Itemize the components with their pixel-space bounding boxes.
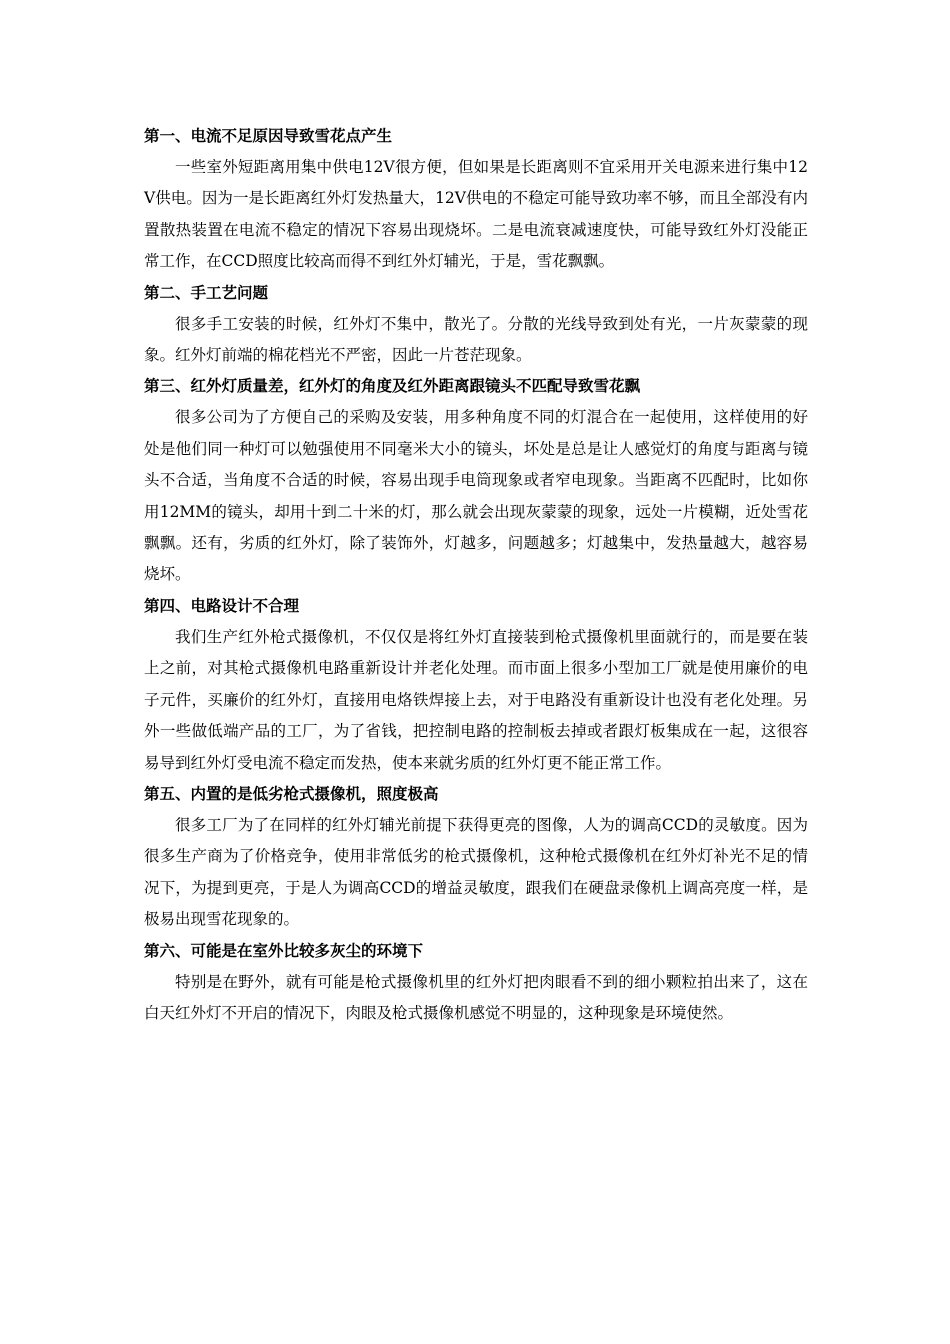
section-paragraph: 一些室外短距离用集中供电12V很方便，但如果是长距离则不宜采用开关电源来进行集中12V供电。因为一是长距离红外灯发热量大，12V供电的不稳定可能导致功率不够，而且全部没有内置散热装置在电流不稳定的情况下容易出现烧坏。二是电流衰减速度快，可能导致红外灯没能正常工作，在CCD照度比较高而得不到红外灯辅光，于是，雪花飘飘。 [144, 158, 808, 271]
section-paragraph: 我们生产红外枪式摄像机，不仅仅是将红外灯直接装到枪式摄像机里面就行的，而是要在装上之前，对其枪式摄像机电路重新设计并老化处理。而市面上很多小型加工厂就是使用廉价的电子元件，买廉价的红外灯，直接用电烙铁焊接上去，对于电路没有重新设计也没有老化处理。另外一些做低端产品的工厂，为了省钱，把控制电路的控制板去掉或者跟灯板集成在一起，这很容易导到红外灯受电流不稳定而发热，使本来就劣质的红外灯更不能正常工作。 [144, 627, 808, 772]
section-6 [144, 939, 808, 1030]
section-heading: 第一、电流不足原因导致雪花点产生 [144, 127, 393, 145]
section-heading: 第六、可能是在室外比较多灰尘的环境下 [144, 941, 424, 960]
section-3 [144, 374, 808, 590]
section-paragraph: 特别是在野外，就有可能是枪式摄像机里的红外灯把肉眼看不到的细小颗粒拍出来了，这在白天红外灯不开启的情况下，肉眼及枪式摄像机感觉不明显的，这种现象是环境使然。 [144, 972, 808, 1022]
document-page [144, 124, 808, 1029]
section-4 [144, 594, 808, 779]
section-heading: 第五、内置的是低劣枪式摄像机，照度极高 [144, 784, 439, 803]
section-paragraph: 很多手工安装的时候，红外灯不集中，散光了。分散的光线导致到处有光，一片灰蒙蒙的现象。红外灯前端的棉花档光不严密，因此一片苍茫现象。 [144, 314, 808, 365]
section-heading: 第三、红外灯质量差，红外灯的角度及红外距离跟镜头不匹配导致雪花飘 [144, 377, 641, 396]
section-paragraph: 很多工厂为了在同样的红外灯辅光前提下获得更亮的图像，人为的调高CCD的灵敏度。因为很多生产商为了价格竞争，使用非常低劣的枪式摄像机，这种枪式摄像机在红外灯补光不足的情况下，为提到更亮，于是人为调高CCD的增益灵敏度，跟我们在硬盘录像机上调高亮度一样，是极易出现雪花现象的。 [144, 815, 808, 929]
section-1 [144, 124, 808, 278]
section-heading: 第二、手工艺问题 [144, 283, 269, 302]
section-5 [144, 782, 808, 936]
section-2 [144, 281, 808, 372]
section-paragraph: 很多公司为了方便自己的采购及安装，用多种角度不同的灯混合在一起使用，这样使用的好处是他们同一种灯可以勉强使用不同毫米大小的镜头，坏处是总是让人感觉灯的角度与距离与镜头不合适，当角度不合适的时候，容易出现手电筒现象或者窄电现象。当距离不匹配时，比如你用12MM的镜头，却用十到二十米的灯，那么就会出现灰蒙蒙的现象，远处一片模糊，近处雪花飘飘。还有，劣质的红外灯，除了装饰外，灯越多，问题越多；灯越集中，发热量越大，越容易烧坏。 [144, 408, 808, 584]
section-heading: 第四、电路设计不合理 [144, 596, 300, 615]
